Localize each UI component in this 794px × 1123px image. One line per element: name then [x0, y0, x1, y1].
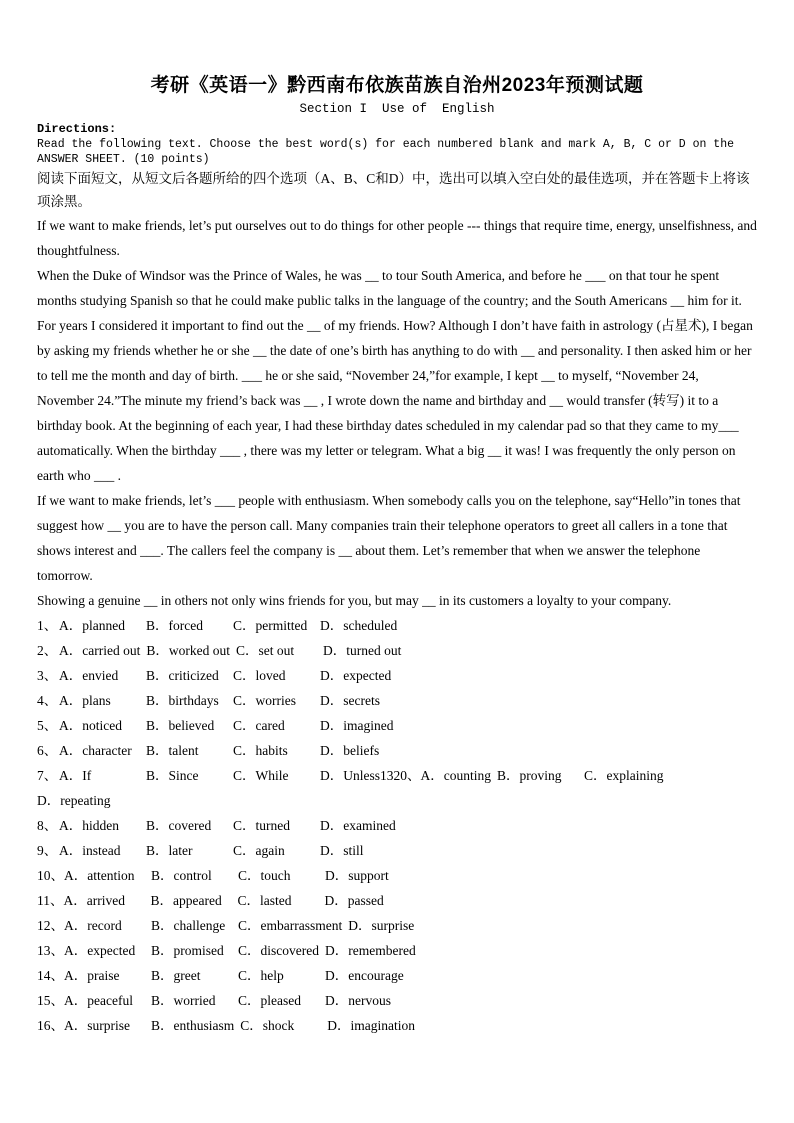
question-number: 8、 [37, 818, 58, 833]
questions-list [37, 613, 757, 1038]
option-item: B．proving [497, 768, 562, 783]
option-item: A．carried out [59, 643, 141, 658]
question-number: 15、 [37, 993, 64, 1008]
question-number: 4、 [37, 693, 58, 708]
passage-paragraph: For years I considered it important to find out the __ of my friends. How? Although I don’t have faith in astrology (占星术), I began by asking my friends whether he or she __ the date of one’s birth has anything to do with __ and personality. I then asked him or her to tell me the month and day of birth. ___ he or she said, “November 24,”for example, I kept __ to myself, “November 24, November 24.”The minute my friend’s back was __ , I wrote down the name and birthday and __ would transfer (转写) it to a birthday book. At the beginning of each year, I had these birthday dates scheduled in my calendar pad so that they came to my___ automatically. When the birthday ___ , there was my letter or telegram. What a big __ it was! I was frequently the only person on earth who ___ . [37, 318, 753, 483]
option-item: D．nervous [325, 993, 391, 1008]
option-item: B．Since [146, 768, 199, 783]
option-item: B．control [151, 868, 212, 883]
option-item: B．later [146, 843, 193, 858]
option-item: B．challenge [151, 918, 226, 933]
passage-paragraph: When the Duke of Windsor was the Prince of Wales, he was __ to tour South America, and before he ___ on that tour he spent months studying Spanish so that he could make public talks in the language of the country; and the South Americans __ him for it. [37, 268, 742, 308]
question-row [37, 813, 757, 838]
question-row [37, 738, 757, 763]
option-item: B．enthusiasm [151, 1018, 235, 1033]
passage [37, 213, 757, 613]
question-row [37, 713, 757, 738]
option-item: C．permitted [233, 618, 308, 633]
question-number: 11、 [37, 893, 64, 908]
question-row [37, 613, 757, 638]
option-item: D．repeating [37, 793, 111, 808]
option-item: C．pleased [238, 993, 301, 1008]
question-row [37, 638, 757, 663]
question-number: 6、 [37, 743, 58, 758]
option-item: D．expected [320, 668, 392, 683]
option-item: A．If [59, 768, 92, 783]
question-number: 3、 [37, 668, 58, 683]
option-item: B．worked out [146, 643, 230, 658]
question-number: 2、 [37, 643, 58, 658]
option-item: A．plans [59, 693, 111, 708]
option-item: D．Unless1320、A．counting [320, 768, 491, 783]
option-item: B．birthdays [146, 693, 219, 708]
option-item: C．habits [233, 743, 288, 758]
option-item: D．imagination [327, 1018, 415, 1033]
question-number: 12、 [37, 918, 64, 933]
question-row [37, 763, 757, 788]
directions-text-en: Read the following text. Choose the best word(s) for each numbered blank and mark A, B, C or D on the ANSWER SHEET. (10 points) [37, 138, 735, 166]
option-item: B．worried [151, 993, 216, 1008]
option-item: C．help [238, 968, 284, 983]
option-item: B．covered [146, 818, 212, 833]
question-row [37, 663, 757, 688]
option-item: D．support [325, 868, 389, 883]
option-item: B．forced [146, 618, 203, 633]
question-continuation-row [37, 788, 757, 813]
option-item: B．greet [151, 968, 201, 983]
option-item: D．examined [320, 818, 396, 833]
option-item: C．worries [233, 693, 296, 708]
question-number: 14、 [37, 968, 64, 983]
option-item: A．planned [59, 618, 125, 633]
question-row [37, 988, 757, 1013]
question-row [37, 913, 757, 938]
question-row [37, 938, 757, 963]
question-number: 7、 [37, 768, 58, 783]
question-number: 10、 [37, 868, 64, 883]
option-item: D．imagined [320, 718, 394, 733]
option-item: C．While [233, 768, 289, 783]
option-item: A．envied [59, 668, 119, 683]
option-item: A．instead [59, 843, 121, 858]
question-number: 1、 [37, 618, 58, 633]
question-row [37, 838, 757, 863]
option-item: C．explaining [584, 768, 664, 783]
option-item: A．noticed [59, 718, 122, 733]
option-item: C．again [233, 843, 285, 858]
question-row [37, 888, 757, 913]
option-item: D．scheduled [320, 618, 398, 633]
option-item: A．hidden [59, 818, 119, 833]
option-item: C．set out [235, 643, 295, 658]
passage-paragraph: If we want to make friends, let’s ___ people with enthusiasm. When somebody calls you on the telephone, say“Hello”in tones that suggest how __ you are to have the person call. Many companies train their telephone operators to greet all callers in a tone that shows interest and ___. The callers feel the company is __ about them. Let’s remember that when we answer the telephone tomorrow. [37, 493, 741, 583]
question-number: 16、 [37, 1018, 64, 1033]
question-row [37, 863, 757, 888]
option-item: C．shock [240, 1018, 295, 1033]
option-item: C．discovered [238, 943, 319, 958]
option-item: A．record [64, 918, 122, 933]
option-item: C．turned [233, 818, 290, 833]
option-item: A．praise [64, 968, 120, 983]
option-item: C．touch [238, 868, 291, 883]
option-item: D．passed [324, 893, 384, 908]
option-item: D．still [320, 843, 364, 858]
question-number: 13、 [37, 943, 64, 958]
question-number: 5、 [37, 718, 58, 733]
option-item: D．secrets [320, 693, 380, 708]
option-item: A．expected [64, 943, 136, 958]
passage-paragraph: Showing a genuine __ in others not only wins friends for you, but may __ in its customers a loyalty to your company. [37, 593, 672, 608]
option-item: C．embarrassment [238, 918, 343, 933]
question-row [37, 688, 757, 713]
option-item: D．beliefs [320, 743, 380, 758]
page-title: 考研《英语一》黔西南布依族苗族自治州2023年预测试题 [150, 75, 644, 96]
directions-label: Directions: [37, 122, 117, 136]
option-item: C．lasted [237, 893, 292, 908]
question-row [37, 963, 757, 988]
option-item: B．criticized [146, 668, 219, 683]
option-item: C．cared [233, 718, 285, 733]
option-item: D．encourage [325, 968, 404, 983]
option-item: A．arrived [63, 893, 125, 908]
option-item: A．peaceful [64, 993, 133, 1008]
option-item: A．surprise [64, 1018, 130, 1033]
option-item: C．loved [233, 668, 286, 683]
option-item: B．believed [146, 718, 215, 733]
option-item: B．promised [151, 943, 224, 958]
question-number: 9、 [37, 843, 58, 858]
option-item: B．talent [146, 743, 199, 758]
passage-paragraph: If we want to make friends, let’s put ourselves out to do things for other people --- things that require time, energy, unselfishness, and thoughtfulness. [37, 218, 757, 258]
option-item: D．turned out [322, 643, 402, 658]
option-item: A．attention [64, 868, 135, 883]
directions-text-zh: 阅读下面短文，从短文后各题所给的四个选项（A、B、C和D）中，选出可以填入空白处的最佳选项，并在答题卡上将该项涂黑。 [37, 171, 750, 209]
section-heading: Section I Use of English [299, 102, 495, 116]
option-item: A．character [59, 743, 132, 758]
question-row [37, 1013, 757, 1038]
option-item: B．appeared [150, 893, 222, 908]
option-item: D．surprise [348, 918, 415, 933]
option-item: D．remembered [325, 943, 416, 958]
